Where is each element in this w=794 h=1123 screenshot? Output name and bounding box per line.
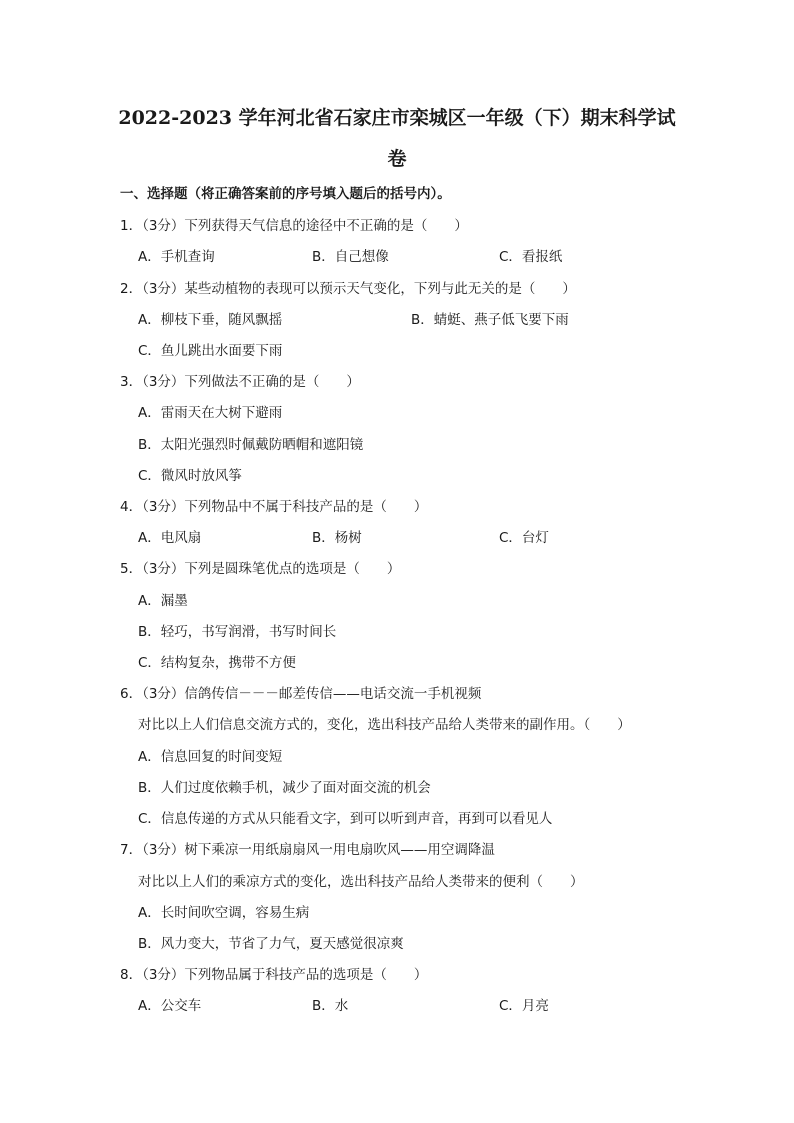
- question-3-option-a: A．雷雨天在大树下避雨: [138, 405, 283, 421]
- question-4-option-b: B．杨树: [312, 530, 362, 546]
- question-6-stem: 6．（3分）信鸽传信－－－邮差传信——电话交流一手机视频: [120, 686, 482, 702]
- question-2-stem: 2．（3分）某些动植物的表现可以预示天气变化，下列与此无关的是（ ）: [120, 281, 576, 297]
- question-3-stem: 3．（3分）下列做法不正确的是（ ）: [120, 374, 360, 390]
- question-8-option-a: A．公交车: [138, 998, 202, 1014]
- question-1-option-c: C．看报纸: [499, 249, 563, 265]
- question-4-option-a: A．电风扇: [138, 530, 202, 546]
- question-8-option-b: B．水: [312, 998, 349, 1014]
- question-3-option-c: C．微风时放风筝: [138, 468, 242, 484]
- question-5-option-b: B．轻巧，书写润滑，书写时间长: [138, 624, 337, 640]
- question-6-stem-continued: 对比以上人们信息交流方式的，变化，选出科技产品给人类带来的副作用。（ ）: [138, 717, 631, 733]
- question-1-stem: 1．（3分）下列获得天气信息的途径中不正确的是（ ）: [120, 218, 468, 234]
- question-7-option-b: B．风力变大，节省了力气，夏天感觉很凉爽: [138, 936, 404, 952]
- question-6-option-b: B．人们过度依赖手机，减少了面对面交流的机会: [138, 780, 431, 796]
- question-1-option-a: A．手机查询: [138, 249, 215, 265]
- section-heading: 一、选择题（将正确答案前的序号填入题后的括号内）。: [120, 186, 451, 202]
- question-8-option-c: C．月亮: [499, 998, 549, 1014]
- question-2-option-c: C．鱼儿跳出水面要下雨: [138, 343, 283, 359]
- question-2-option-a: A．柳枝下垂，随风飘摇: [138, 312, 283, 328]
- question-2-option-b: B．蜻蜓、燕子低飞要下雨: [411, 312, 569, 328]
- question-1-option-b: B．自己想像: [312, 249, 389, 265]
- question-5-option-a: A．漏墨: [138, 593, 188, 609]
- exam-title-line-1: 2022-2023 学年河北省石家庄市栾城区一年级（下）期末科学试: [118, 107, 676, 129]
- question-6-option-c: C．信息传递的方式从只能看文字，到可以听到声音，再到可以看见人: [138, 811, 553, 827]
- question-7-stem: 7．（3分）树下乘凉一用纸扇扇风一用电扇吹风——用空调降温: [120, 842, 495, 858]
- question-4-stem: 4．（3分）下列物品中不属于科技产品的是（ ）: [120, 499, 428, 515]
- question-8-stem: 8．（3分）下列物品属于科技产品的选项是（ ）: [120, 967, 428, 983]
- question-3-option-b: B．太阳光强烈时佩戴防晒帽和遮阳镜: [138, 437, 364, 453]
- exam-title-line-2: 卷: [387, 148, 407, 170]
- question-7-option-a: A．长时间吹空调，容易生病: [138, 905, 310, 921]
- question-6-option-a: A．信息回复的时间变短: [138, 749, 283, 765]
- question-5-stem: 5．（3分）下列是圆珠笔优点的选项是（ ）: [120, 561, 401, 577]
- question-7-stem-continued: 对比以上人们的乘凉方式的变化，选出科技产品给人类带来的便利（ ）: [138, 874, 584, 890]
- question-5-option-c: C．结构复杂，携带不方便: [138, 655, 296, 671]
- question-4-option-c: C．台灯: [499, 530, 549, 546]
